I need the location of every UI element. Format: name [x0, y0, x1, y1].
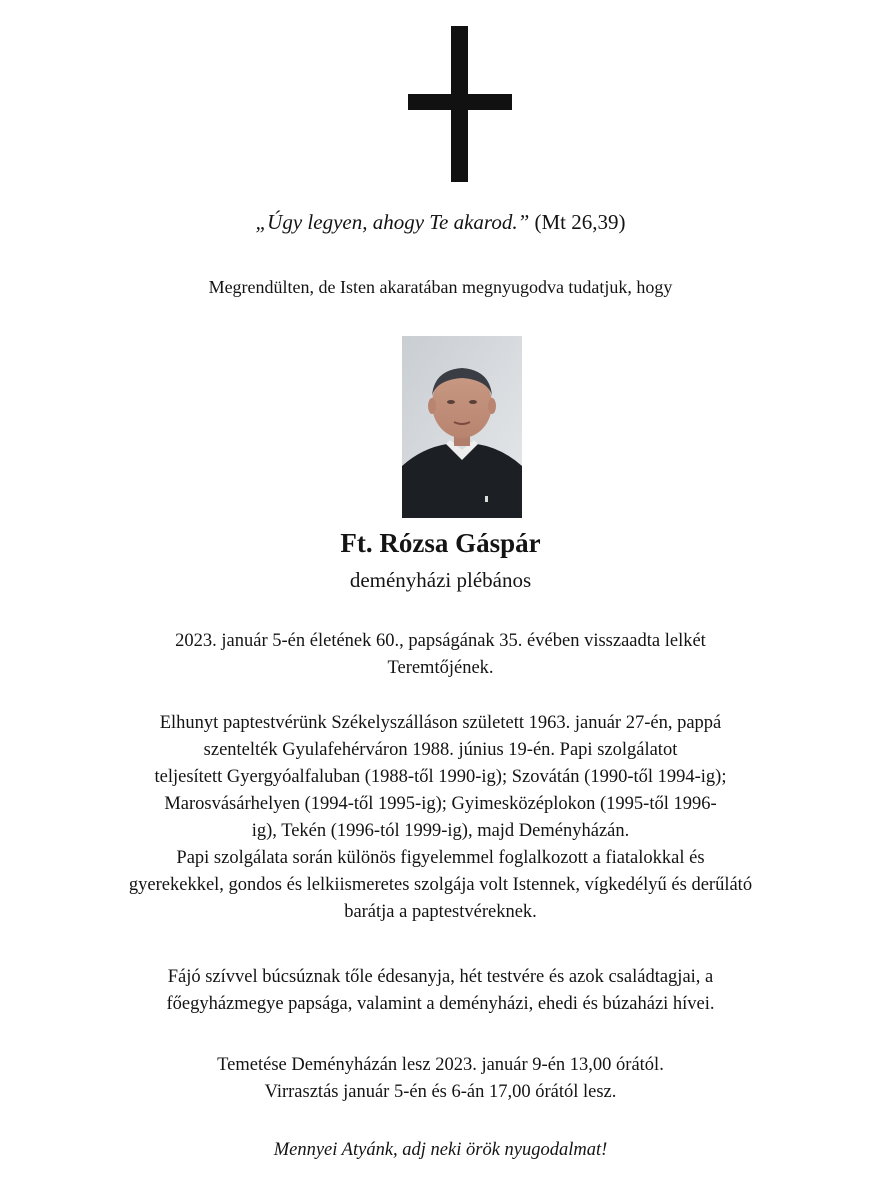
death-notice-line: 2023. január 5-én életének 60., papságának 35. évében visszaadta lelkét [175, 631, 706, 651]
funeral-info [0, 1052, 881, 1106]
cross-horizontal-bar [408, 94, 512, 110]
quote-reference: (Mt 26,39) [529, 210, 626, 234]
biography-line: Elhunyt paptestvérünk Székelyszálláson született 1963. január 27-én, pappá [159, 713, 722, 733]
biography [0, 710, 881, 926]
deceased-title: deményházi plébános [349, 568, 532, 592]
intro-text: Megrendülten, de Isten akaratában megnyugodva tudatjuk, hogy [208, 277, 673, 297]
bible-quote [0, 210, 881, 235]
biography-line: teljesített Gyergyóalfaluban (1988-től 1990-ig); Szovátán (1990-től 1994-ig); [154, 767, 727, 787]
deceased-name: Ft. Rózsa Gáspár [340, 528, 541, 558]
biography-line: Papi szolgálata során különös figyelemmel foglalkozott a fiatalokkal és [176, 848, 705, 868]
quote-text: „Úgy legyen, ahogy Te akarod.” [255, 210, 530, 234]
mourners-line: főegyházmegye papsága, valamint a deményházi, ehedi és búzaházi hívei. [166, 994, 715, 1014]
funeral-line: Temetése Deményházán lesz 2023. január 9-én 13,00 órától. [217, 1055, 664, 1075]
mourners [0, 964, 881, 1018]
biography-line: Marosvásárhelyen (1994-től 1995-ig); Gyimesközéplokon (1995-től 1996- [164, 794, 717, 814]
closing-prayer: Mennyei Atyánk, adj neki örök nyugodalmat! [273, 1140, 608, 1160]
biography-line: szentelték Gyulafehérváron 1988. június 19-én. Papi szolgálatot [203, 740, 678, 760]
death-notice [0, 628, 881, 682]
biography-line: gyerekekkel, gondos és lelkiismeretes szolgája volt Istennek, vígkedélyű és derűlátó [128, 875, 753, 895]
portrait-photo [402, 336, 522, 518]
biography-line: barátja a paptestvéreknek. [344, 902, 537, 922]
funeral-line: Virrasztás január 5-én és 6-án 17,00 órától lesz. [264, 1082, 617, 1102]
mourners-line: Fájó szívvel búcsúznak tőle édesanyja, hét testvére és azok családtagjai, a [167, 967, 714, 987]
biography-line: ig), Tekén (1996-tól 1999-ig), majd Deményházán. [251, 821, 630, 841]
death-notice-line: Teremtőjének. [387, 658, 494, 678]
cross-icon [408, 26, 512, 182]
